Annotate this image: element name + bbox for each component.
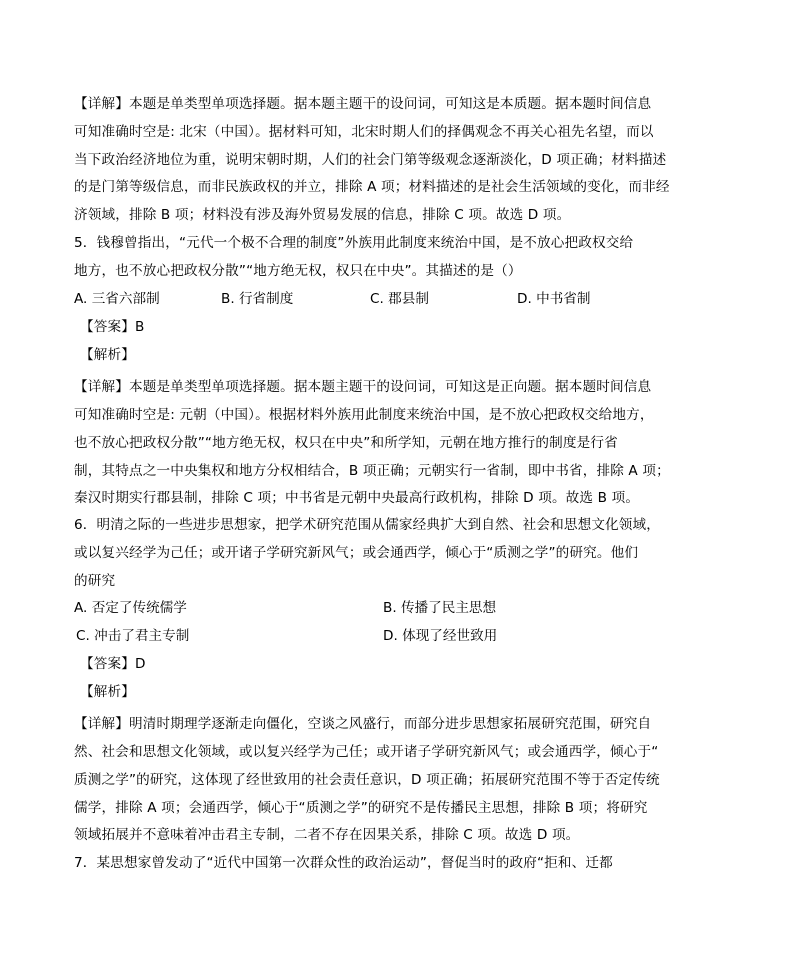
q6-detail-line-4: 儒学，排除 A 项；会通西学，倾心于“质测之学”的研究不是传播民主思想，排除 B 项；将研究 [74, 800, 648, 816]
q5-detail-line-3: 也不放心把政权分散”“地方绝无权，权只在中央”和所学知，元朝在地方推行的制度是行省 [74, 435, 618, 451]
q4-detail-line-1: 【详解】本题是单类型单项选择题。据本题主题干的设问词，可知这是本质题。据本题时间信息 [74, 96, 652, 112]
q5-option-c: C. 郡县制 [370, 291, 429, 307]
q7-stem-line-1: 7．某思想家曾发动了“近代中国第一次群众性的政治运动”，督促当时的政府“拒和、迁都 [74, 855, 613, 871]
q5-option-a: A. 三省六部制 [74, 291, 160, 307]
q4-detail-line-4: 的是门第等级信息，而非民族政权的并立，排除 A 项；材料描述的是社会生活领域的变化，而非经 [74, 179, 670, 195]
q6-detail-line-3: 质测之学”的研究，这体现了经世致用的社会责任意识，D 项正确；拓展研究范围不等于否定传统 [74, 772, 660, 788]
q5-option-d: D. 中书省制 [517, 291, 591, 307]
q4-detail-line-3: 当下政治经济地位为重，说明宋朝时期，人们的社会门第等级观念逐渐淡化，D 项正确；材料描述 [74, 152, 667, 168]
q6-option-a: A. 否定了传统儒学 [74, 600, 187, 616]
q6-analysis-label: 【解析】 [80, 684, 135, 700]
q5-option-b: B. 行省制度 [221, 291, 294, 307]
q5-stem-line-1: 5．钱穆曾指出，“元代一个极不合理的制度”外族用此制度来统治中国，是不放心把政权交给 [74, 235, 634, 251]
q6-answer: 【答案】D [80, 656, 146, 672]
q6-detail-line-5: 领域拓展并不意味着冲击君主专制，二者不存在因果关系，排除 C 项。故选 D 项。 [74, 827, 580, 843]
q6-stem-line-1: 6．明清之际的一些进步思想家，把学术研究范围从儒家经典扩大到自然、社会和思想文化领域， [74, 517, 661, 533]
q4-detail-line-2: 可知准确时空是: 北宋（中国）。据材料可知，北宋时期人们的择偶观念不再关心祖先名望，而以 [74, 124, 654, 140]
q6-option-c: C. 冲击了君主专制 [76, 628, 190, 644]
q5-detail-line-1: 【详解】本题是单类型单项选择题。据本题主题干的设问词，可知这是正向题。据本题时间信息 [74, 379, 652, 395]
q6-stem-line-2: 或以复兴经学为己任；或开诸子学研究新风气；或会通西学，倾心于“质测之学”的研究。他们 [74, 545, 639, 561]
q5-analysis-label: 【解析】 [80, 347, 135, 363]
q6-detail-line-1: 【详解】明清时期理学逐渐走向僵化，空谈之风盛行，而部分进步思想家拓展研究范围，研究自 [74, 716, 652, 732]
q5-detail-line-5: 秦汉时期实行郡县制，排除 C 项；中书省是元朝中央最高行政机构，排除 D 项。故选 B 项。 [74, 490, 640, 506]
q6-option-d: D. 体现了经世致用 [383, 628, 498, 644]
q4-detail-line-5: 济领域，排除 B 项；材料没有涉及海外贸易发展的信息，排除 C 项。故选 D 项。 [74, 207, 571, 223]
q5-detail-line-4: 制，其特点之一中央集权和地方分权相结合，B 项正确；元朝实行一省制，即中书省，排除 A 项； [74, 463, 670, 479]
q6-detail-line-2: 然、社会和思想文化领域，或以复兴经学为己任；或开诸子学研究新风气；或会通西学，倾心于“ [74, 744, 659, 760]
q5-answer: 【答案】B [80, 319, 145, 335]
q6-option-b: B. 传播了民主思想 [383, 600, 497, 616]
q5-stem-line-2: 地方，也不放心把政权分散”“地方绝无权，权只在中央”。其描述的是（） [74, 263, 522, 279]
q5-detail-line-2: 可知准确时空是: 元朝（中国）。根据材料外族用此制度来统治中国，是不放心把政权交给地方， [74, 407, 654, 423]
q6-stem-line-3: 的研究 [74, 573, 116, 589]
